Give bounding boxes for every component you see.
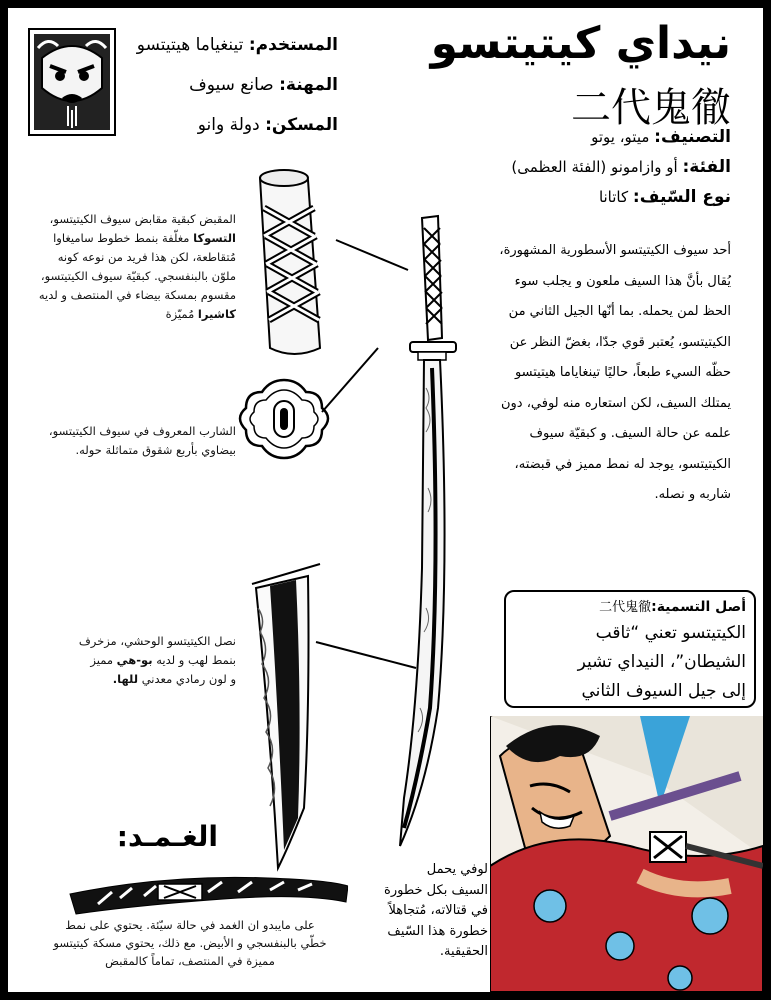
guard-note-line: الشارب المعروف في سيوف الكيتيتسو،	[48, 424, 236, 438]
sheath-title: الغـمـد:	[116, 820, 218, 853]
title-japanese: 二代鬼徹	[571, 85, 731, 131]
blade-leader-line	[316, 642, 416, 668]
caption-line: في قتالاته، مُتجاهلاً	[388, 903, 488, 918]
page	[8, 8, 763, 992]
class-label: التصنيف:	[654, 127, 731, 147]
origin-heading	[514, 596, 746, 619]
ha-term: للها.	[112, 672, 139, 686]
origin-title: أصل التسمية:	[651, 599, 746, 615]
caption-line: خطورة هذا السّيف	[387, 923, 488, 939]
description-line: شاربه و نصله.	[654, 487, 731, 502]
job-label: المهنة:	[279, 75, 338, 95]
grade-label: الفئة:	[682, 157, 731, 177]
blade-note-text: بنمط لهب و لديه	[152, 653, 236, 667]
hilt-note-line: مقسوم بمسكة بيضاء في المنتصف و لديه	[38, 288, 236, 302]
class-value: ميتو، يوتو	[591, 128, 650, 146]
description-line: علمه عن حالة السيف. و كبقيّة سيوف	[529, 426, 731, 441]
blade-note-text: مميز	[90, 653, 117, 667]
caption-line: الحقيقية.	[439, 944, 488, 959]
origin-kanji: 二代鬼徹	[599, 600, 652, 615]
name-origin-box	[504, 590, 756, 708]
title-arabic: نيداي كيتيتسو	[430, 18, 731, 69]
type-value: كاتانا	[598, 188, 629, 206]
user-label: المستخدم:	[248, 35, 338, 55]
caption-line: لوفي يحمل	[426, 862, 488, 877]
hilt-leader-line	[336, 240, 408, 270]
sheath-drawing	[70, 877, 348, 914]
luffy-panel-image	[490, 716, 763, 992]
hilt-note-line: مُتقاطعة، لكن هذا فريد من نوعه كونه	[57, 250, 236, 264]
origin-line: الكيتيتسو تعني “ثاقب	[595, 623, 746, 643]
hilt-closeup-drawing	[260, 170, 320, 354]
hilt-note-line: المقبض كبقية مقابض سيوف الكيتيتسو،	[49, 212, 236, 226]
guard-closeup-drawing	[240, 380, 328, 458]
kashira-term: كاشيرا	[197, 307, 236, 321]
home-value: دولة وانو	[197, 115, 260, 135]
guard-leader-line	[322, 348, 378, 412]
hilt-note-line: ملوّن بالبنفسجي. كبقيّة سيوف الكيتيتسو،	[40, 269, 236, 283]
type-label: نوع السّيف:	[632, 187, 731, 207]
grade-value: أو وازامونو (الفئة العظمى)	[511, 158, 678, 176]
tsuka-term: التسوكا	[193, 231, 236, 245]
description-line: يُقال بأنَّ هذا السيف ملعون و يجلب سوء	[514, 273, 731, 289]
sheath-note	[22, 916, 358, 970]
guard-note-line: بيضاوي بأربع شقوق متماثلة حوله.	[75, 443, 236, 457]
user-value: تينغياما هيتيتسو	[136, 35, 244, 55]
description-line: الكيتيتسو، يُعتبر قوي جدّا، بغضّ النظر عن	[509, 334, 731, 350]
sheath-note-line: على مايبدو ان الغمد في حالة سيّئة. يحتوي على نمط	[65, 918, 315, 932]
caption-line: السيف بكل خطورة	[384, 882, 488, 898]
sheath-note-line: خطّي بالبنفسجي و الأبيض. مع ذلك، يحتوي مسكة كيتيتسو	[53, 936, 327, 950]
full-sword-drawing	[400, 216, 456, 846]
description-line: حظّه السيء طبعاً، حاليًا تينغاياما هيتيتسو	[514, 365, 731, 380]
home-label: المسكن:	[265, 115, 338, 135]
bohi-term: بو-هي	[116, 653, 153, 667]
description-line: يمتلك السيف، لكن استعاره منه لوفي، دون	[500, 395, 731, 411]
blade-closeup-drawing	[252, 564, 320, 868]
description-line: أحد سيوف الكيتيتسو الأسطورية المشهورة،	[499, 243, 731, 258]
description-line: الحظ لمن يحمله. بما أنّها الجيل الثاني من	[508, 304, 731, 319]
luffy-caption	[348, 860, 488, 963]
job-value: صانع سيوف	[189, 75, 274, 95]
description-line: الكيتيتسو، يوجد له نمط مميز في قبضته،	[514, 456, 731, 472]
origin-line: إلى جيل السيوف الثاني	[581, 681, 746, 701]
origin-line: الشيطان”، النيداي تشير	[577, 652, 746, 672]
blade-note-line: نصل الكيتيتسو الوحشي، مزخرف	[78, 634, 236, 648]
blade-note-text: و لون رمادي معدني	[138, 672, 236, 686]
sheath-note-line: مميزة في المنتصف، تماماً كالمقبض	[105, 954, 275, 968]
hilt-note-text: مغلّفة بنمط خطوط ساميغاوا	[53, 231, 194, 245]
hilt-note-text: مُميّزة	[165, 307, 198, 321]
